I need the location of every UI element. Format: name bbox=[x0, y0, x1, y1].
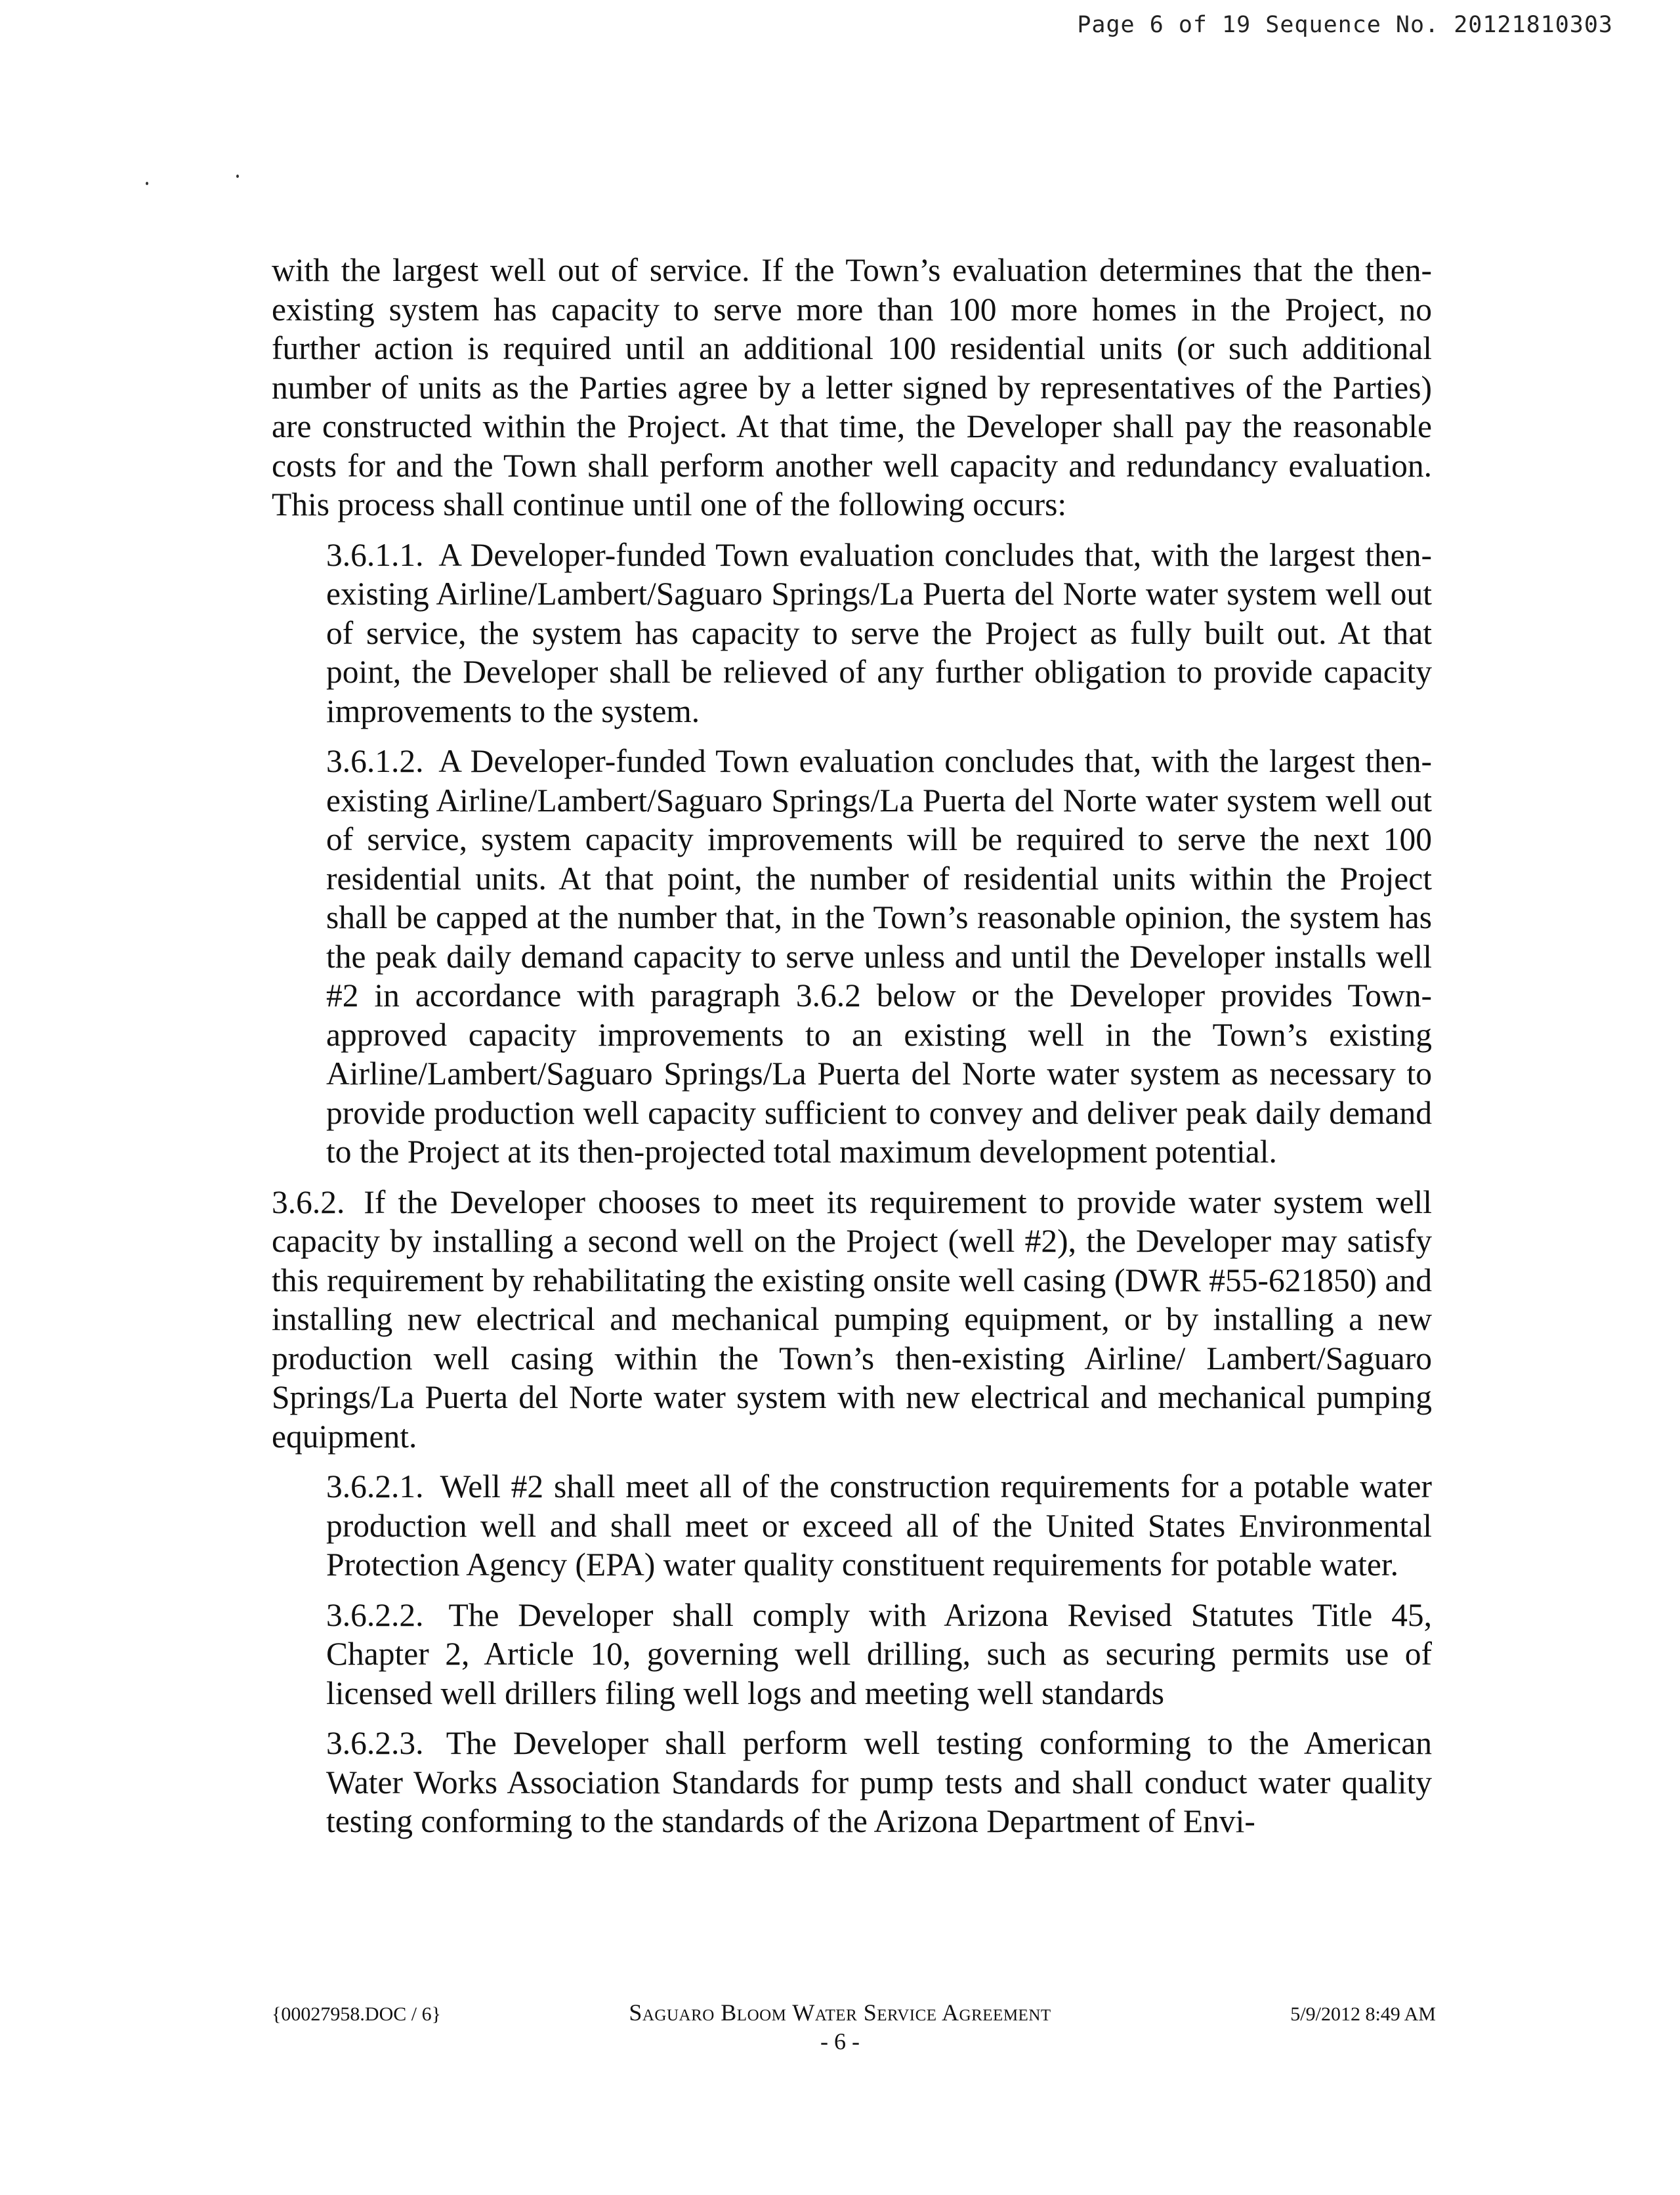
section-3-6-2 bbox=[272, 1183, 1432, 1457]
section-number: 3.6.1.1. bbox=[326, 536, 424, 573]
section-3-6-2-2 bbox=[326, 1596, 1432, 1713]
footer-doc-reference: {00027958.DOC / 6} bbox=[272, 2003, 441, 2025]
footer-agreement-title: Saguaro Bloom Water Service Agreement bbox=[629, 1999, 1051, 2026]
section-text: Well #2 shall meet all of the construction requirements for a potable water production well and shall meet or exceed all of the United States Environmental Protection Agency (EPA) water quality constituent requirements for potable water. bbox=[326, 1468, 1432, 1583]
document-body bbox=[272, 251, 1432, 1852]
section-3-6-1-1 bbox=[326, 536, 1432, 731]
section-3-6-2-3 bbox=[326, 1724, 1432, 1841]
footer-timestamp: 5/9/2012 8:49 AM bbox=[1290, 2003, 1436, 2025]
paragraph-continuation: with the largest well out of service. If the Town’s evaluation determines that the then-existing system has capacity to serve more than 100 more homes in the Project, no further action is required until an additional 100 residential units (or such additional number of units as the Parties agree by a letter signed by representatives of the Parties) are constructed within the Project. At that time, the Developer shall pay the reasonable costs for and the Town shall perform another well capacity and redundancy evaluation. This process shall continue until one of the following occurs: bbox=[272, 252, 1432, 522]
footer-page-number: - 6 - bbox=[820, 2028, 860, 2055]
section-number: 3.6.2.3. bbox=[326, 1725, 424, 1761]
page-sequence-header: Page 6 of 19 Sequence No. 20121810303 bbox=[1077, 12, 1613, 38]
section-text: The Developer shall perform well testing conforming to the American Water Works Association Standards for pump tests and shall conduct water quality testing conforming to the standards of the Arizona Department of Envi- bbox=[326, 1725, 1432, 1839]
section-3-6-2-1 bbox=[326, 1467, 1432, 1585]
section-text: A Developer-funded Town evaluation concludes that, with the largest then-existing Airline/Lambert/Saguaro Springs/La Puerta del Norte water system well out of service, system capacity improvements will be required to serve the next 100 residential units. At that point, the number of residential units within the Project shall be capped at the number that, in the Town’s reasonable opinion, the system has the peak daily demand capacity to serve unless and until the Developer installs well #2 in accordance with paragraph 3.6.2 below or the Developer provides Town-approved capacity improvements to an existing well in the Town’s existing Airline/Lambert/Saguaro Springs/La Puerta del Norte water system as necessary to provide production well capacity sufficient to convey and deliver peak daily demand to the Project at its then-projected total maximum development potential. bbox=[326, 743, 1433, 1170]
section-number: 3.6.1.2. bbox=[326, 743, 424, 779]
section-number: 3.6.2. bbox=[272, 1183, 345, 1220]
scan-speck bbox=[236, 175, 239, 178]
section-number: 3.6.2.2. bbox=[326, 1596, 424, 1633]
section-number: 3.6.2.1. bbox=[326, 1468, 424, 1504]
section-text: If the Developer chooses to meet its requirement to provide water system well capacity by installing a second well on the Project (well #2), the Developer may satisfy this requirement by rehabilitating the existing onsite well casing (DWR #55-621850) and installing new electrical and mechanical pumping equipment, or by installing a new production well casing within the Town’s then-existing Airline/ Lambert/Saguaro Springs/La Puerta del Norte water system with new electrical and mechanical pumping equipment. bbox=[272, 1183, 1432, 1455]
scan-speck bbox=[146, 182, 148, 185]
section-3-6-1-2 bbox=[326, 742, 1432, 1172]
section-text: A Developer-funded Town evaluation concludes that, with the largest then-existing Airline/Lambert/Saguaro Springs/La Puerta del Norte water system well out of service, the system has capacity to serve the Project as fully built out. At that point, the Developer shall be relieved of any further obligation to provide capacity improvements to the system. bbox=[326, 536, 1433, 729]
section-text: The Developer shall comply with Arizona Revised Statutes Title 45, Chapter 2, Article 10, governing well drilling, such as securing permits use of licensed well drillers filing well logs and meeting well standards bbox=[326, 1596, 1433, 1711]
